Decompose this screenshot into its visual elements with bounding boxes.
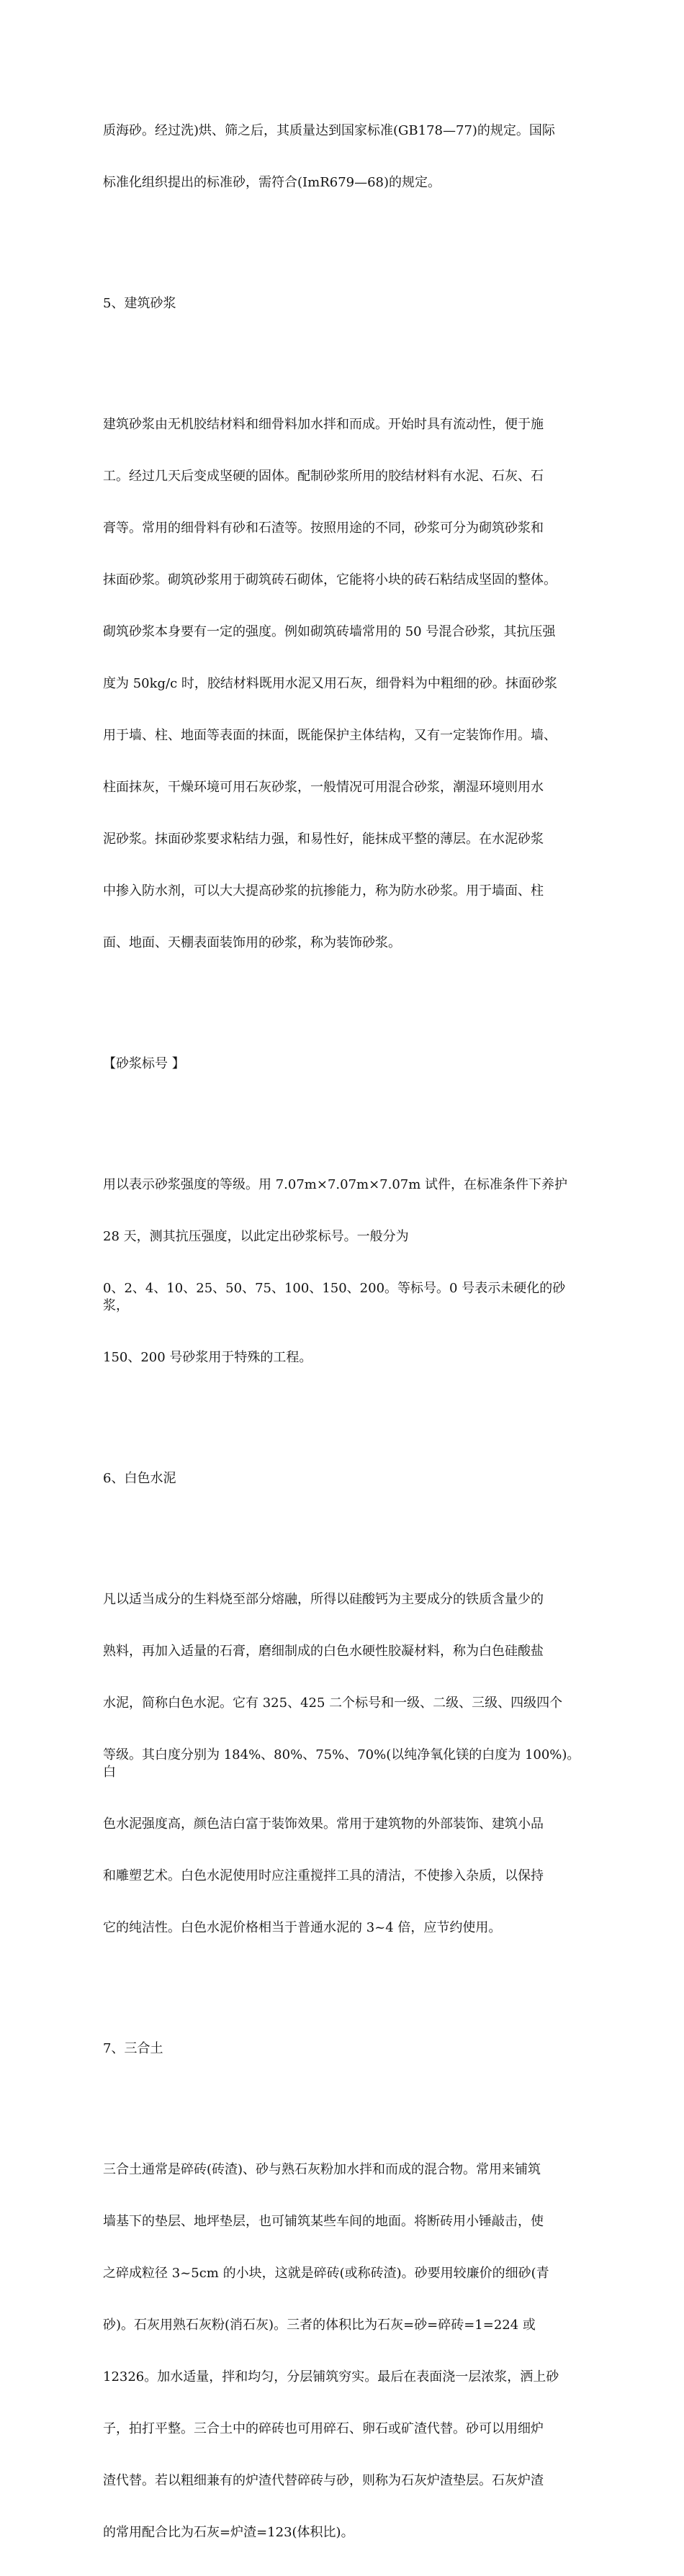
heading-text: 【砂浆标号 】 <box>103 1056 185 1071</box>
text-line: 用于墙、柱、地面等表面的抹面，既能保护主体结构，又有一定装饰作用。墙、 <box>103 728 557 743</box>
section-heading-mortar-grade <box>103 1021 587 1107</box>
text-line: 墙基下的垫层、地坪垫层，也可铺筑某些车间的地面。将断砖用小锤敲击，使 <box>103 2214 544 2229</box>
text-line: 之碎成粒径 3~5cm 的小块，这就是碎砖(或称砖渣)。砂要用较廉价的细砂(青 <box>103 2266 549 2281</box>
text-line: 泥砂浆。抹面砂浆要求粘结力强，和易性好，能抹成平整的薄层。在水泥砂浆 <box>103 832 544 847</box>
text-line: 28 天，测其抗压强度，以此定出砂浆标号。一般分为 <box>103 1229 409 1244</box>
heading-text: 6、白色水泥 <box>103 1471 176 1486</box>
text-line: 150、200 号砂浆用于特殊的工程。 <box>103 1350 312 1365</box>
text-line: 熟料，再加入适量的石膏，磨细制成的白色水硬性胶凝材料，称为白色硅酸盐 <box>103 1644 544 1659</box>
text-line: 12326。加水适量，拌和均匀，分层铺筑穷实。最后在表面浇一层浓浆，洒上砂 <box>103 2369 559 2384</box>
text-line: 0、2、4、10、25、50、75、100、150、200。等标号。0 号表示未硬化的砂浆， <box>103 1281 566 1313</box>
text-line: 等级。其白度分别为 184%、80%、75%、70%(以纯净氧化镁的白度为 100%)。白 <box>103 1747 580 1780</box>
text-line: 用以表示砂浆强度的等级。用 7.07m×7.07m×7.07m 试件，在标准条件下养护 <box>103 1177 568 1192</box>
text-line: 的常用配合比为石灰=炉渣=123(体积比)。 <box>103 2525 354 2540</box>
paragraph-building-mortar <box>103 382 587 986</box>
text-line: 膏等。常用的细骨料有砂和石渣等。按照用途的不同，砂浆可分为砌筑砂浆和 <box>103 521 544 536</box>
text-line: 工。经过几天后变成坚硬的固体。配制砂浆所用的胶结材料有水泥、石灰、石 <box>103 469 544 484</box>
text-line: 它的纯洁性。白色水泥价格相当于普通水泥的 3~4 倍，应节约使用。 <box>103 1920 502 1935</box>
text-line: 色水泥强度高，颜色洁白富于装饰效果。常用于建筑物的外部装饰、建筑小品 <box>103 1816 544 1832</box>
paragraph-white-cement <box>103 1557 587 1971</box>
heading-text: 7、三合土 <box>103 2041 163 2056</box>
document-page <box>103 88 587 2576</box>
section-heading-triple-soil <box>103 2006 587 2092</box>
text-line: 度为 50kg/c 时，胶结材料既用水泥又用石灰，细骨料为中粗细的砂。抹面砂浆 <box>103 676 557 691</box>
text-line: 砂)。石灰用熟石灰粉(消石灰)。三者的体积比为石灰=砂=碎砖=1=224 或 <box>103 2318 536 2333</box>
paragraph-standard-sand <box>103 88 587 226</box>
section-heading-building-mortar <box>103 261 587 347</box>
text-line: 抹面砂浆。砌筑砂浆用于砌筑砖石砌体，它能将小块的砖石粘结成坚固的整体。 <box>103 572 557 587</box>
text-line: 柱面抹灰，干燥环境可用石灰砂浆，一般情况可用混合砂浆，潮湿环境则用水 <box>103 780 544 795</box>
text-line: 砌筑砂浆本身要有一定的强度。例如砌筑砖墙常用的 50 号混合砂浆，其抗压强 <box>103 624 556 639</box>
paragraph-triple-soil <box>103 2127 587 2576</box>
text-line: 三合土通常是碎砖(砖渣)、砂与熟石灰粉加水拌和而成的混合物。常用来铺筑 <box>103 2162 541 2177</box>
heading-text: 5、建筑砂浆 <box>103 296 176 311</box>
text-line: 标准化组织提出的标准砂，需符合(ImR679—68)的规定。 <box>103 175 441 190</box>
text-line: 凡以适当成分的生料烧至部分熔融，所得以硅酸钙为主要成分的铁质含量少的 <box>103 1592 544 1607</box>
text-line: 建筑砂浆由无机胶结材料和细骨料加水拌和而成。开始时具有流动性，便于施 <box>103 417 544 432</box>
text-line: 水泥，简称白色水泥。它有 325、425 二个标号和一级、二级、三级、四级四个 <box>103 1695 563 1711</box>
paragraph-mortar-grade <box>103 1142 587 1401</box>
section-heading-white-cement <box>103 1436 587 1522</box>
text-line: 面、地面、天棚表面装饰用的砂浆，称为装饰砂浆。 <box>103 935 401 950</box>
text-line: 和雕塑艺术。白色水泥使用时应注重搅拌工具的清洁，不使掺入杂质，以保持 <box>103 1868 544 1883</box>
text-line: 渣代替。若以粗细兼有的炉渣代替碎砖与砂，则称为石灰炉渣垫层。石灰炉渣 <box>103 2473 544 2488</box>
text-line: 质海砂。经过洗)烘、筛之后，其质量达到国家标准(GB178—77)的规定。国际 <box>103 123 555 138</box>
text-line: 中掺入防水剂，可以大大提高砂浆的抗掺能力，称为防水砂浆。用于墙面、柱 <box>103 883 544 899</box>
text-line: 子，拍打平整。三合土中的碎砖也可用碎石、卵石或矿渣代替。砂可以用细炉 <box>103 2421 544 2436</box>
